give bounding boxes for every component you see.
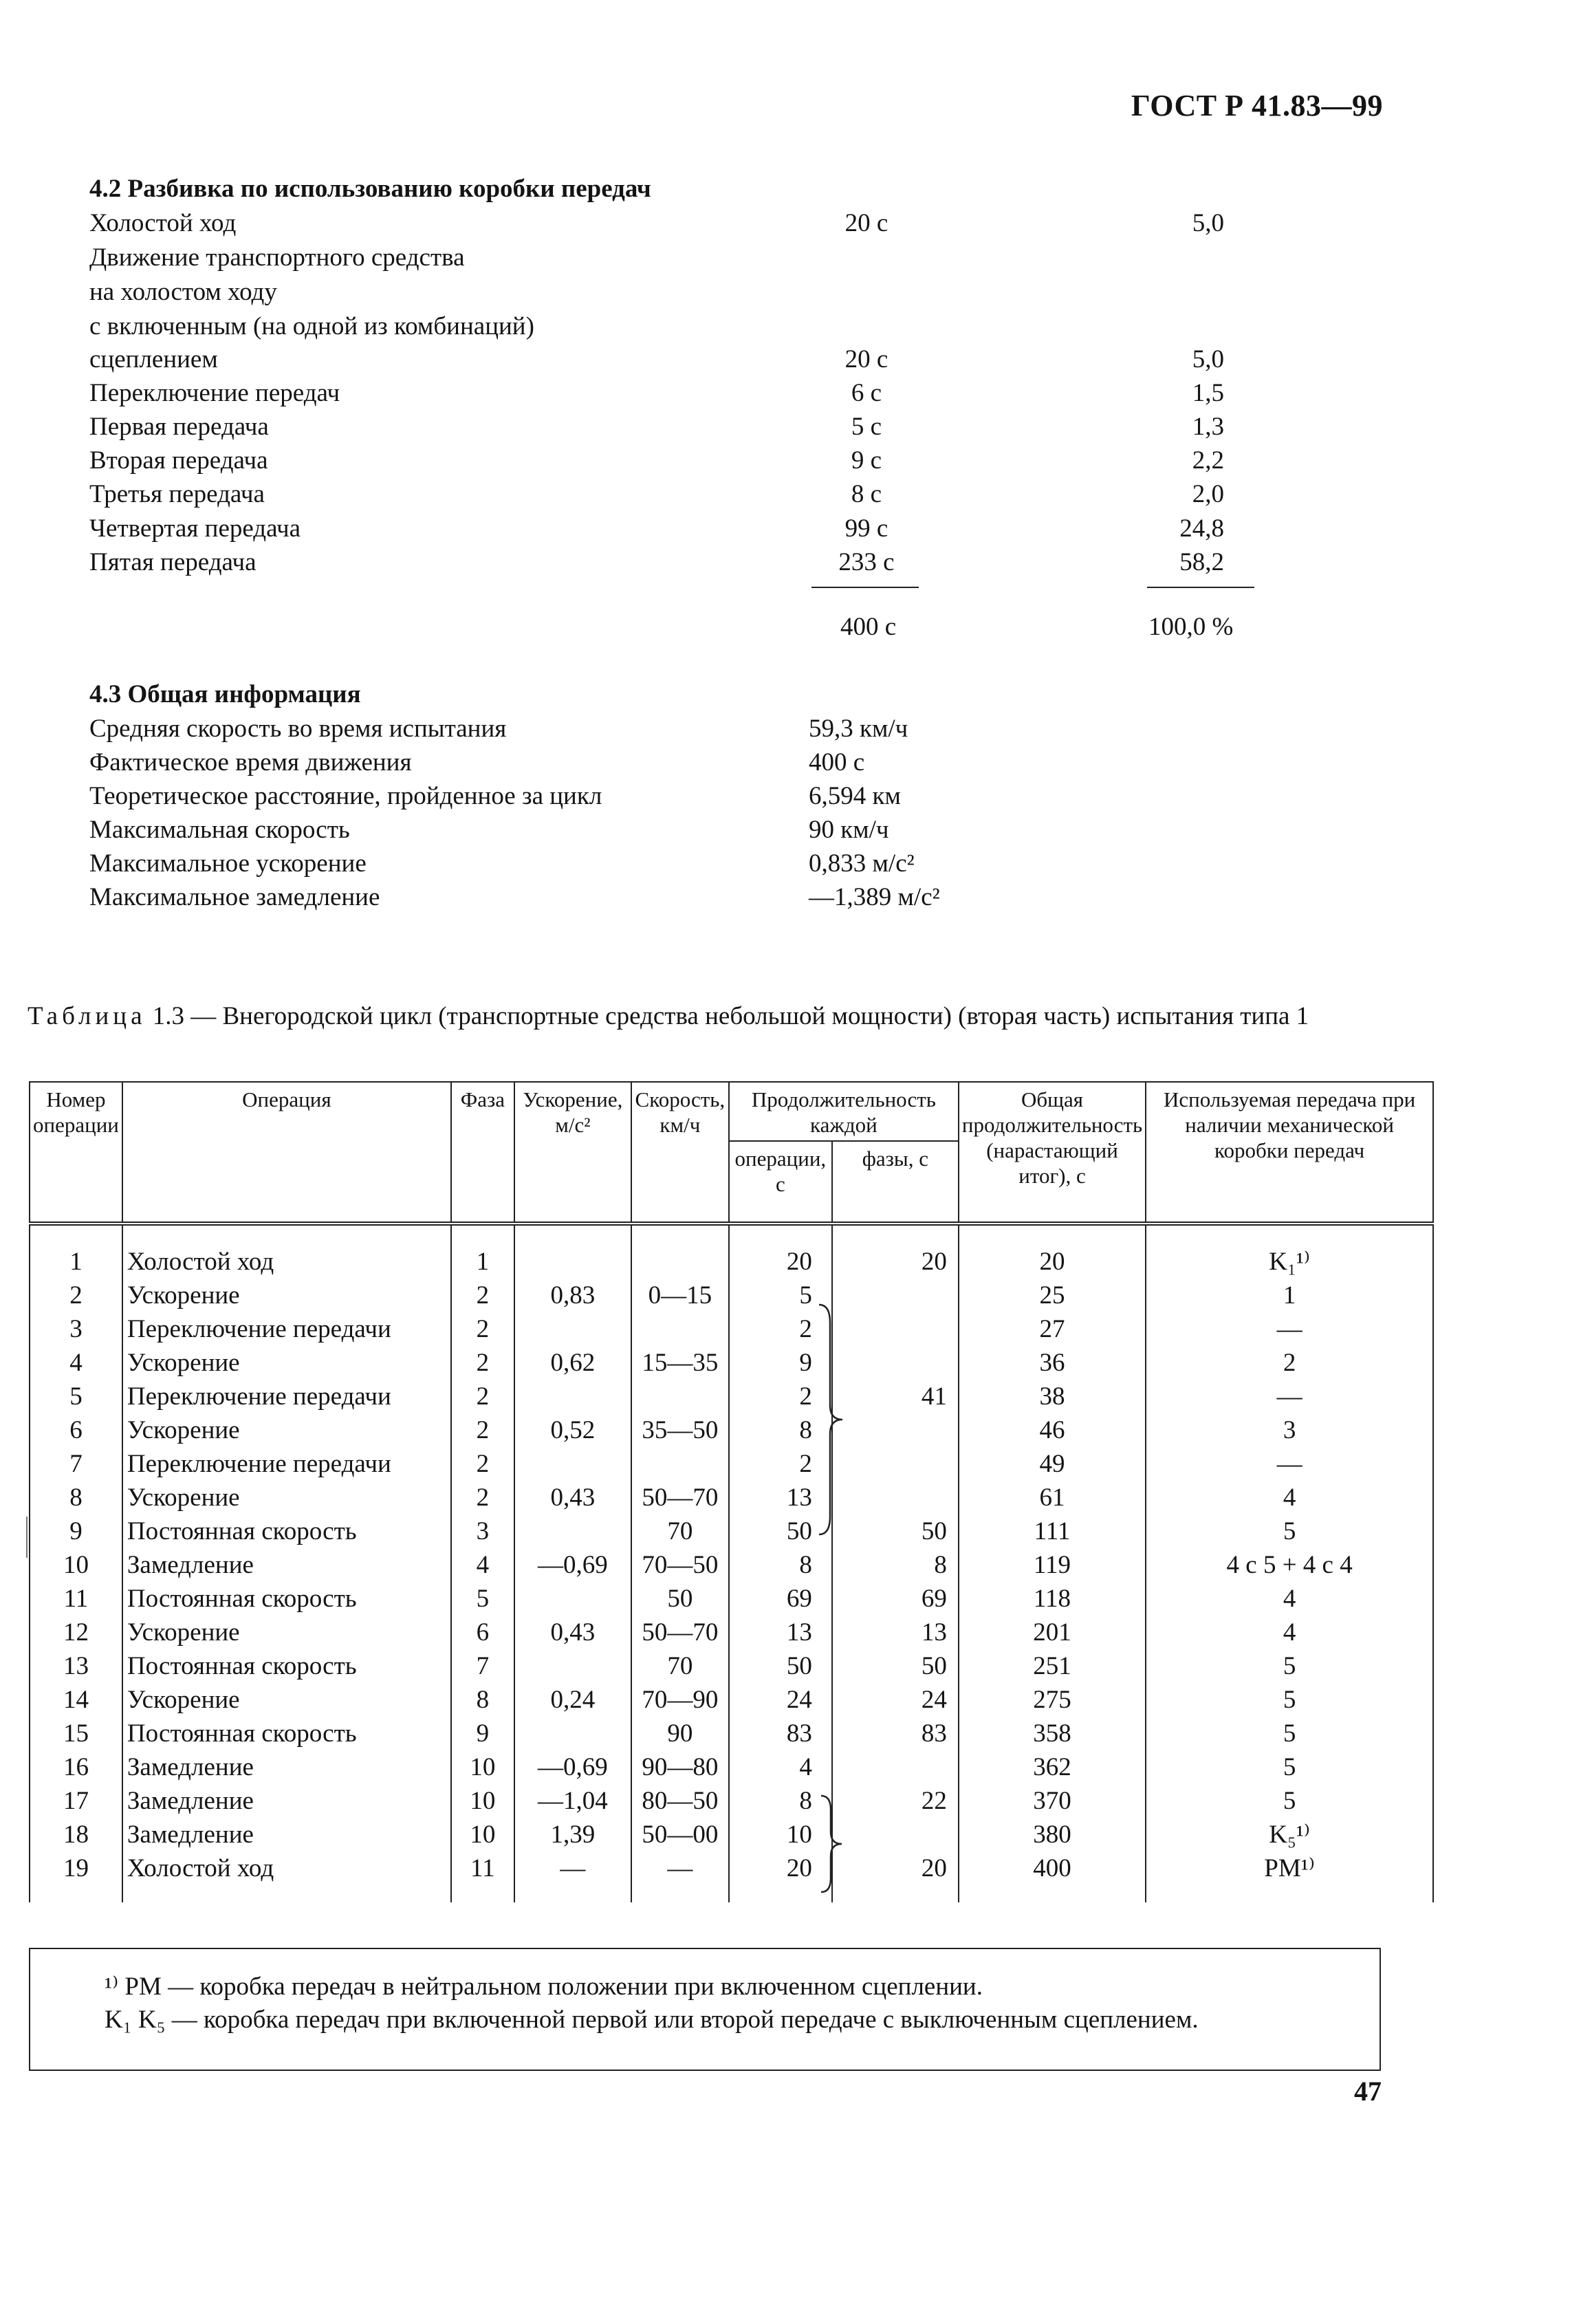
cell-total-duration: 25 [959, 1279, 1146, 1312]
table-row [30, 1717, 1433, 1750]
cell-phase: 10 [451, 1750, 514, 1784]
cell-gear: 5 [1146, 1514, 1433, 1548]
gearbox-usage-percent: 58,2 [1179, 548, 1224, 576]
cell-gear: PM¹⁾ [1146, 1851, 1433, 1902]
cell-duration-operation: 24 [729, 1683, 832, 1717]
table-row [30, 1413, 1433, 1447]
cell-number: 16 [30, 1750, 122, 1784]
cell-operation: Ускорение [122, 1683, 451, 1717]
cell-number: 1 [30, 1245, 122, 1279]
cell-operation: Замедление [122, 1818, 451, 1851]
note-pm: ¹⁾ PM — коробка передач в нейтральном положении при включенном сцеплении. [105, 1973, 983, 2001]
table-row [30, 1245, 1433, 1279]
table-row [30, 1447, 1433, 1481]
header-phase: Фаза [451, 1082, 514, 1224]
note-k1-k5: K₁ K₅ — коробка передач при включенной первой или второй передаче с выключенным сцеплением. [105, 2006, 1199, 2034]
gearbox-usage-time: 20 с [844, 209, 888, 237]
cell-acceleration: 0,62 [514, 1346, 631, 1380]
cell-duration-operation: 2 [729, 1447, 832, 1481]
gearbox-usage-time: 9 с [851, 446, 882, 475]
gearbox-usage-label: Вторая передача [89, 446, 268, 475]
header-total-duration: Общая продолжительность (нарастающий итог), с [959, 1082, 1146, 1224]
cell-duration-phase: 8 [832, 1548, 959, 1582]
cell-acceleration [514, 1447, 631, 1481]
table-body [30, 1224, 1433, 1902]
cell-gear: K₅¹⁾ [1146, 1818, 1433, 1851]
cell-acceleration: —1,04 [514, 1784, 631, 1818]
cell-duration-operation: 69 [729, 1582, 832, 1616]
cell-duration-operation: 13 [729, 1616, 832, 1649]
cell-phase: 10 [451, 1784, 514, 1818]
cell-speed: 80—50 [631, 1784, 729, 1818]
cell-gear: — [1146, 1312, 1433, 1346]
table-row [30, 1784, 1433, 1818]
cell-number: 7 [30, 1447, 122, 1481]
cell-number: 8 [30, 1481, 122, 1514]
cell-duration-phase [832, 1481, 959, 1514]
gearbox-usage-label: Четвертая передача [89, 514, 301, 543]
cell-operation: Постоянная скорость [122, 1649, 451, 1683]
table-row [30, 1481, 1433, 1514]
cell-duration-phase: 69 [832, 1582, 959, 1616]
general-info-value: 59,3 км/ч [809, 715, 908, 743]
general-info-label: Фактическое время движения [89, 748, 412, 777]
cell-gear: 3 [1146, 1413, 1433, 1447]
cell-phase: 5 [451, 1582, 514, 1616]
header-gear: Используемая передача при наличии механической коробки передач [1146, 1082, 1433, 1224]
cell-operation: Ускорение [122, 1616, 451, 1649]
gearbox-usage-label: Переключение передач [89, 379, 340, 407]
cell-number: 3 [30, 1312, 122, 1346]
table-caption [28, 1001, 1396, 1032]
cell-duration-operation: 13 [729, 1481, 832, 1514]
cell-operation: Ускорение [122, 1346, 451, 1380]
cell-phase: 3 [451, 1514, 514, 1548]
cell-duration-phase: 83 [832, 1717, 959, 1750]
general-info-label: Средняя скорость во время испытания [89, 715, 507, 743]
cell-duration-phase [832, 1346, 959, 1380]
cell-total-duration: 380 [959, 1818, 1146, 1851]
cell-operation: Постоянная скорость [122, 1514, 451, 1548]
cell-operation: Замедление [122, 1548, 451, 1582]
gearbox-usage-percent: 2,2 [1192, 446, 1224, 475]
cell-gear: 4 с 5 + 4 с 4 [1146, 1548, 1433, 1582]
gearbox-usage-label: Пятая передача [89, 548, 257, 576]
cell-duration-operation: 9 [729, 1346, 832, 1380]
cell-phase: 4 [451, 1548, 514, 1582]
cell-acceleration: 0,43 [514, 1616, 631, 1649]
table-row [30, 1582, 1433, 1616]
gearbox-usage-label: сцеплением [89, 345, 218, 373]
cell-speed: 50 [631, 1582, 729, 1616]
cell-speed: 0—15 [631, 1279, 729, 1312]
cell-operation: Ускорение [122, 1481, 451, 1514]
cell-number: 4 [30, 1346, 122, 1380]
table-row [30, 1514, 1433, 1548]
cell-duration-operation: 2 [729, 1312, 832, 1346]
sum-rule-time [811, 587, 919, 588]
cell-acceleration: — [514, 1851, 631, 1902]
table-row [30, 1683, 1433, 1717]
cell-total-duration: 275 [959, 1683, 1146, 1717]
gearbox-usage-percent: 1,3 [1192, 413, 1224, 441]
cell-speed: 50—70 [631, 1481, 729, 1514]
section-4-3-title: 4.3 Общая информация [89, 680, 361, 708]
cell-duration-operation: 83 [729, 1717, 832, 1750]
table-row [30, 1279, 1433, 1312]
cell-speed [631, 1380, 729, 1413]
table-row [30, 1346, 1433, 1380]
spacer-cell [631, 1224, 729, 1245]
cell-duration-phase [832, 1750, 959, 1784]
cell-duration-operation: 8 [729, 1548, 832, 1582]
table-row [30, 1818, 1433, 1851]
gearbox-usage-percent: 24,8 [1179, 514, 1224, 543]
general-info-label: Максимальное ускорение [89, 849, 367, 878]
cell-total-duration: 358 [959, 1717, 1146, 1750]
cell-total-duration: 61 [959, 1481, 1146, 1514]
cell-speed [631, 1245, 729, 1279]
cell-acceleration [514, 1312, 631, 1346]
cell-total-duration: 111 [959, 1514, 1146, 1548]
spacer-cell [1146, 1224, 1433, 1245]
gearbox-usage-percent: 1,5 [1192, 379, 1224, 407]
cell-acceleration [514, 1582, 631, 1616]
cell-operation: Холостой ход [122, 1851, 451, 1902]
cell-duration-operation: 2 [729, 1380, 832, 1413]
cell-phase: 2 [451, 1346, 514, 1380]
cell-duration-phase [832, 1312, 959, 1346]
cell-total-duration: 46 [959, 1413, 1146, 1447]
header-speed: Скорость, км/ч [631, 1082, 729, 1224]
cell-total-duration: 20 [959, 1245, 1146, 1279]
general-info-label: Максимальное замедление [89, 883, 380, 911]
cell-gear: 2 [1146, 1346, 1433, 1380]
cell-duration-phase: 13 [832, 1616, 959, 1649]
cell-speed: 90 [631, 1717, 729, 1750]
cell-number: 9 [30, 1514, 122, 1548]
cell-number: 6 [30, 1413, 122, 1447]
cell-acceleration: 0,43 [514, 1481, 631, 1514]
cell-duration-phase: 50 [832, 1649, 959, 1683]
cell-gear: 5 [1146, 1717, 1433, 1750]
gearbox-usage-time: 6 с [851, 379, 882, 407]
total-time: 400 с [840, 613, 897, 641]
table-row [30, 1616, 1433, 1649]
cell-gear: 5 [1146, 1784, 1433, 1818]
cell-total-duration: 251 [959, 1649, 1146, 1683]
cell-gear: K₁¹⁾ [1146, 1245, 1433, 1279]
cell-gear: — [1146, 1447, 1433, 1481]
cell-gear: 5 [1146, 1649, 1433, 1683]
table-caption-prefix: Таблица [28, 1002, 146, 1030]
table-row [30, 1548, 1433, 1582]
general-info-value: —1,389 м/с² [809, 883, 940, 911]
cell-gear: 4 [1146, 1481, 1433, 1514]
cell-speed: 35—50 [631, 1413, 729, 1447]
cell-duration-operation: 20 [729, 1851, 832, 1902]
cell-duration-operation: 50 [729, 1649, 832, 1683]
cell-speed: 90—80 [631, 1750, 729, 1784]
spacer-cell [514, 1224, 631, 1245]
cell-gear: 5 [1146, 1750, 1433, 1784]
cell-duration-phase [832, 1818, 959, 1851]
table-row [30, 1851, 1433, 1902]
general-info-label: Теоретическое расстояние, пройденное за цикл [89, 782, 602, 810]
cell-duration-phase: 20 [832, 1851, 959, 1902]
cell-speed [631, 1312, 729, 1346]
cell-phase: 2 [451, 1380, 514, 1413]
cell-acceleration: 0,24 [514, 1683, 631, 1717]
cell-total-duration: 201 [959, 1616, 1146, 1649]
cell-acceleration [514, 1717, 631, 1750]
cell-number: 2 [30, 1279, 122, 1312]
cell-speed: 70—50 [631, 1548, 729, 1582]
cell-operation: Постоянная скорость [122, 1717, 451, 1750]
gearbox-usage-label: Третья передача [89, 480, 265, 508]
cell-acceleration: —0,69 [514, 1750, 631, 1784]
cell-gear: 5 [1146, 1683, 1433, 1717]
cell-acceleration [514, 1380, 631, 1413]
header-number: Номер операции [30, 1082, 122, 1224]
cell-duration-operation: 5 [729, 1279, 832, 1312]
gearbox-usage-label: Первая передача [89, 413, 269, 441]
cell-number: 14 [30, 1683, 122, 1717]
cell-speed: 70 [631, 1649, 729, 1683]
cell-number: 11 [30, 1582, 122, 1616]
cell-gear: 4 [1146, 1582, 1433, 1616]
cell-number: 13 [30, 1649, 122, 1683]
gearbox-usage-label: на холостом ходу [89, 278, 277, 306]
cell-phase: 2 [451, 1413, 514, 1447]
general-info-value: 6,594 км [809, 782, 901, 810]
cell-duration-operation: 8 [729, 1784, 832, 1818]
total-percent: 100,0 % [1148, 613, 1234, 641]
page-number: 47 [1354, 2076, 1382, 2107]
header-duration-group: Продолжительность каждой [729, 1082, 959, 1141]
cell-duration-phase: 50 [832, 1514, 959, 1548]
cell-operation: Замедление [122, 1750, 451, 1784]
phase-brace-group-10 [818, 1793, 846, 1895]
cell-number: 15 [30, 1717, 122, 1750]
cell-duration-operation: 10 [729, 1818, 832, 1851]
header-duration-operation: операции, с [729, 1141, 832, 1224]
gearbox-usage-time: 20 с [844, 345, 888, 373]
gearbox-usage-time: 5 с [851, 413, 882, 441]
gearbox-usage-time: 8 с [851, 480, 882, 508]
spacer-cell [729, 1224, 832, 1245]
sum-rule-pct [1147, 587, 1254, 588]
cell-phase: 6 [451, 1616, 514, 1649]
cell-total-duration: 400 [959, 1851, 1146, 1902]
gearbox-usage-percent: 2,0 [1192, 480, 1224, 508]
cell-duration-phase [832, 1413, 959, 1447]
spacer-cell [959, 1224, 1146, 1245]
cell-total-duration: 362 [959, 1750, 1146, 1784]
cell-duration-operation: 50 [729, 1514, 832, 1548]
cell-phase: 2 [451, 1312, 514, 1346]
cell-phase: 10 [451, 1818, 514, 1851]
table-row [30, 1649, 1433, 1683]
cell-operation: Замедление [122, 1784, 451, 1818]
gearbox-usage-percent: 5,0 [1192, 345, 1224, 373]
standard-number: ГОСТ Р 41.83—99 [1131, 89, 1383, 122]
section-4-2-title: 4.2 Разбивка по использованию коробки передач [89, 175, 651, 203]
gearbox-usage-label: Холостой ход [89, 209, 237, 237]
cell-total-duration: 118 [959, 1582, 1146, 1616]
cell-number: 18 [30, 1818, 122, 1851]
cell-gear: 1 [1146, 1279, 1433, 1312]
spacer-cell [832, 1224, 959, 1245]
general-info-value: 400 с [809, 748, 865, 777]
cell-total-duration: 38 [959, 1380, 1146, 1413]
cell-operation: Ускорение [122, 1413, 451, 1447]
cell-speed: 50—00 [631, 1818, 729, 1851]
cell-operation: Переключение передачи [122, 1447, 451, 1481]
driving-cycle-table [29, 1081, 1434, 1902]
gearbox-usage-percent: 5,0 [1192, 209, 1224, 237]
cell-operation: Постоянная скорость [122, 1582, 451, 1616]
cell-total-duration: 370 [959, 1784, 1146, 1818]
cell-duration-phase [832, 1279, 959, 1312]
cell-phase: 8 [451, 1683, 514, 1717]
scan-margin-mark [26, 1517, 28, 1558]
cell-total-duration: 27 [959, 1312, 1146, 1346]
header-duration-phase: фазы, с [832, 1141, 959, 1224]
gearbox-usage-label: Движение транспортного средства [89, 243, 465, 272]
cell-operation: Ускорение [122, 1279, 451, 1312]
cell-speed [631, 1447, 729, 1481]
cell-acceleration: —0,69 [514, 1548, 631, 1582]
cell-duration-operation: 20 [729, 1245, 832, 1279]
cell-acceleration [514, 1514, 631, 1548]
table-row [30, 1750, 1433, 1784]
cell-duration-phase [832, 1447, 959, 1481]
cell-acceleration [514, 1245, 631, 1279]
header-operation: Операция [122, 1082, 451, 1224]
header-acceleration: Ускорение, м/с² [514, 1082, 631, 1224]
cell-duration-operation: 8 [729, 1413, 832, 1447]
cell-acceleration: 0,52 [514, 1413, 631, 1447]
cell-total-duration: 36 [959, 1346, 1146, 1380]
gearbox-usage-time: 233 с [838, 548, 895, 576]
cell-acceleration: 1,39 [514, 1818, 631, 1851]
cell-duration-phase: 24 [832, 1683, 959, 1717]
cell-acceleration [514, 1649, 631, 1683]
cell-speed: 70—90 [631, 1683, 729, 1717]
cell-number: 12 [30, 1616, 122, 1649]
cell-gear: 4 [1146, 1616, 1433, 1649]
cell-phase: 1 [451, 1245, 514, 1279]
spacer-cell [451, 1224, 514, 1245]
cell-speed: — [631, 1851, 729, 1902]
cell-duration-phase: 20 [832, 1245, 959, 1279]
spacer-cell [122, 1224, 451, 1245]
cell-operation: Переключение передачи [122, 1380, 451, 1413]
cell-total-duration: 119 [959, 1548, 1146, 1582]
cell-number: 19 [30, 1851, 122, 1902]
cell-duration-operation: 4 [729, 1750, 832, 1784]
general-info-value: 0,833 м/с² [809, 849, 915, 878]
cell-phase: 2 [451, 1279, 514, 1312]
general-info-label: Максимальная скорость [89, 816, 350, 844]
cell-speed: 50—70 [631, 1616, 729, 1649]
cell-operation: Переключение передачи [122, 1312, 451, 1346]
phase-brace-group-2 [815, 1302, 849, 1537]
cell-phase: 11 [451, 1851, 514, 1902]
cell-number: 10 [30, 1548, 122, 1582]
cell-total-duration: 49 [959, 1447, 1146, 1481]
table-caption-text: 1.3 — Внегородской цикл (транспортные средства небольшой мощности) (вторая часть) испытания типа 1 [146, 1002, 1309, 1030]
cell-number: 5 [30, 1380, 122, 1413]
cell-speed: 70 [631, 1514, 729, 1548]
cell-gear: — [1146, 1380, 1433, 1413]
gearbox-usage-time: 99 с [844, 514, 888, 543]
spacer-cell [30, 1224, 122, 1245]
general-info-value: 90 км/ч [809, 816, 889, 844]
cell-phase: 2 [451, 1447, 514, 1481]
cell-operation: Холостой ход [122, 1245, 451, 1279]
cell-speed: 15—35 [631, 1346, 729, 1380]
table-spacer-row [30, 1224, 1433, 1245]
cell-duration-phase: 41 [832, 1380, 959, 1413]
cell-duration-phase: 22 [832, 1784, 959, 1818]
table-row [30, 1380, 1433, 1413]
cell-phase: 9 [451, 1717, 514, 1750]
table-row [30, 1312, 1433, 1346]
cell-phase: 2 [451, 1481, 514, 1514]
cell-number: 17 [30, 1784, 122, 1818]
cell-acceleration: 0,83 [514, 1279, 631, 1312]
cell-phase: 7 [451, 1649, 514, 1683]
gearbox-usage-label: с включенным (на одной из комбинаций) [89, 312, 534, 340]
